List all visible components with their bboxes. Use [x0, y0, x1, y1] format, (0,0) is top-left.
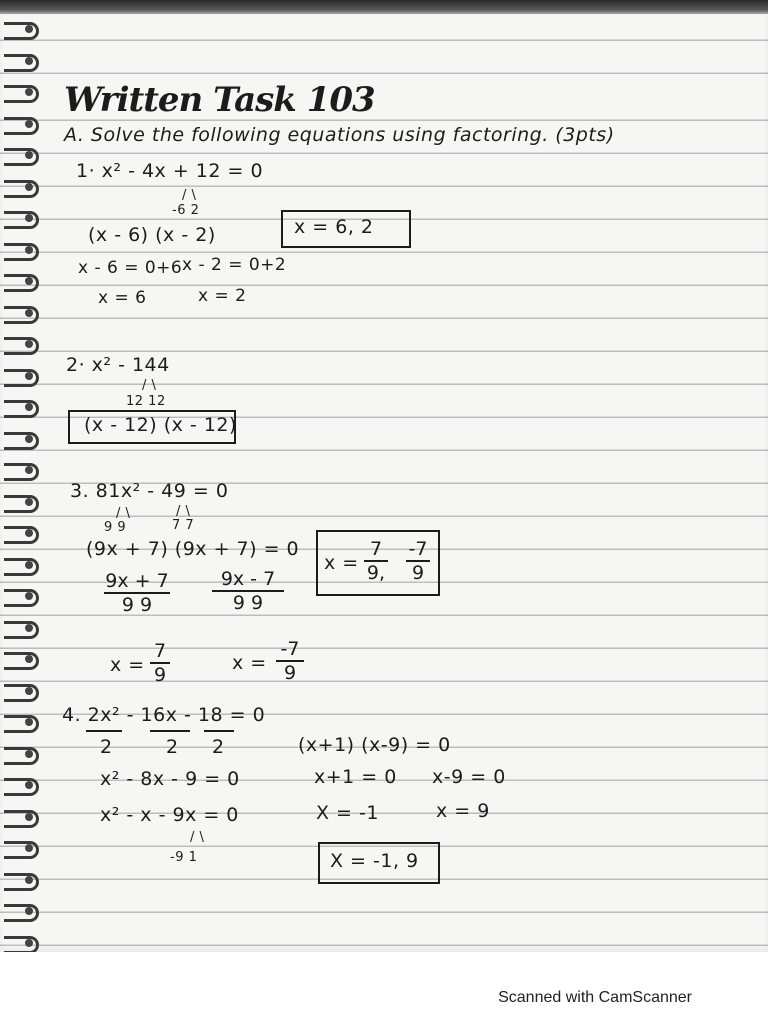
spiral-coil [4, 589, 39, 607]
spiral-coil [4, 841, 39, 859]
problem-1-equation: 1· x² - 4x + 12 = 0 [76, 160, 264, 182]
spiral-coil [4, 747, 39, 765]
problem-3-solution-b-lhs: x = [232, 652, 267, 674]
spiral-coil [4, 526, 39, 544]
spiral-coil [4, 810, 39, 828]
spiral-coil [4, 369, 39, 387]
problem-3-divide-b-numerator: 9x - 7 [220, 568, 276, 590]
division-bar [204, 730, 234, 732]
spiral-coil [4, 274, 39, 292]
spiral-coil [4, 85, 39, 103]
punch-hole [25, 120, 33, 128]
problem-3-answer-fraction-b [406, 538, 430, 584]
problem-4-answer: X = -1, 9 [330, 850, 419, 872]
punch-hole [25, 25, 33, 33]
spiral-coil [4, 243, 39, 261]
punch-hole [25, 939, 33, 947]
problem-4-pair-marks: / \ [190, 830, 205, 845]
problem-4-step-b: x-9 = 0 [432, 766, 506, 788]
spiral-coil [4, 117, 39, 135]
problem-3-hint-b: 7 7 [172, 518, 195, 533]
problem-3-equation: 3. 81x² - 49 = 0 [70, 480, 229, 502]
problem-4-step-2: x² - x - 9x = 0 [100, 804, 239, 826]
spiral-coil [4, 778, 39, 796]
punch-hole [25, 435, 33, 443]
punch-hole [25, 844, 33, 852]
fraction-denominator: 9, [366, 562, 386, 584]
problem-4-denominator-a: 2 [100, 736, 113, 758]
problem-2-answer: (x - 12) (x - 12) [84, 414, 237, 436]
problem-2-factor-hint: 12 12 [126, 394, 166, 409]
problem-3-hint-a: 9 9 [104, 520, 127, 535]
spiral-coil [4, 306, 39, 324]
problem-3-solution-a-fraction [150, 640, 170, 686]
problem-1-factored: (x - 6) (x - 2) [88, 224, 216, 246]
spiral-coil [4, 432, 39, 450]
punch-hole [25, 561, 33, 569]
problem-1-pair-marks: / \ [182, 188, 197, 203]
problem-4-factored: (x+1) (x-9) = 0 [298, 734, 451, 756]
problem-3-divide-a [104, 570, 170, 616]
problem-3-answer-fraction-a [364, 538, 388, 584]
problem-3-factored: (9x + 7) (9x + 7) = 0 [86, 538, 300, 560]
problem-2-equation: 2· x² - 144 [66, 354, 170, 376]
punch-hole [25, 88, 33, 96]
punch-hole [25, 183, 33, 191]
fraction-denominator: 9 [153, 664, 167, 686]
problem-1-factor-hint: -6 2 [172, 203, 200, 218]
problem-4-step-a: x+1 = 0 [314, 766, 397, 788]
punch-hole [25, 246, 33, 254]
problem-3-pair-marks-a: / \ [116, 506, 131, 521]
problem-3-divide-b-denominator: 9 9 [232, 592, 264, 614]
scan-margin [0, 952, 768, 1024]
punch-hole [25, 372, 33, 380]
punch-hole [25, 340, 33, 348]
page-title: Written Task 103 [64, 80, 375, 120]
fraction-numerator: 7 [369, 538, 383, 560]
spiral-coil [4, 211, 39, 229]
problem-3-answer-lhs: x = [324, 552, 359, 574]
spiral-coil [4, 463, 39, 481]
spiral-coil [4, 621, 39, 639]
problem-1-step-b: x - 2 = 0+2 [182, 255, 287, 275]
spiral-coil [4, 936, 39, 954]
spiral-binding [0, 16, 44, 952]
problem-2-pair-marks: / \ [142, 378, 157, 393]
problem-4-hint: -9 1 [170, 850, 198, 865]
spiral-coil [4, 148, 39, 166]
punch-hole [25, 781, 33, 789]
spiral-coil [4, 337, 39, 355]
spiral-coil [4, 22, 39, 40]
spiral-coil [4, 873, 39, 891]
spiral-coil [4, 400, 39, 418]
punch-hole [25, 907, 33, 915]
fraction-denominator: 9 [283, 662, 297, 684]
problem-4-denominator-c: 2 [212, 736, 225, 758]
problem-3-divide-a-numerator: 9x + 7 [105, 570, 169, 592]
punch-hole [25, 624, 33, 632]
instruction-text: A. Solve the following equations using factoring. (3pts) [64, 124, 615, 146]
punch-hole [25, 214, 33, 222]
punch-hole [25, 529, 33, 537]
punch-hole [25, 277, 33, 285]
punch-hole [25, 718, 33, 726]
problem-1-solution-a: x = 6 [98, 288, 147, 308]
punch-hole [25, 309, 33, 317]
punch-hole [25, 151, 33, 159]
punch-hole [25, 498, 33, 506]
spiral-coil [4, 715, 39, 733]
problem-1-answer: x = 6, 2 [294, 216, 374, 238]
spiral-coil [4, 495, 39, 513]
spiral-coil [4, 904, 39, 922]
punch-hole [25, 592, 33, 600]
punch-hole [25, 687, 33, 695]
spiral-coil [4, 180, 39, 198]
problem-3-divide-b [212, 568, 284, 614]
camscanner-watermark: Scanned with CamScanner [498, 989, 692, 1006]
division-bar [150, 730, 190, 732]
division-bar [86, 730, 122, 732]
fraction-denominator: 9 [411, 562, 425, 584]
problem-1-step-a: x - 6 = 0+6 [78, 258, 183, 278]
punch-hole [25, 655, 33, 663]
spiral-coil [4, 558, 39, 576]
spiral-coil [4, 54, 39, 72]
problem-4-denominator-b: 2 [166, 736, 179, 758]
spiral-coil [4, 652, 39, 670]
punch-hole [25, 813, 33, 821]
punch-hole [25, 57, 33, 65]
problem-3-solution-b-fraction [276, 638, 304, 684]
punch-hole [25, 403, 33, 411]
fraction-numerator: 7 [153, 640, 167, 662]
fraction-numerator: -7 [408, 538, 428, 560]
problem-3-pair-marks-b: / \ [176, 504, 191, 519]
problem-4-equation: 4. 2x² - 16x - 18 = 0 [62, 704, 266, 726]
problem-3-divide-a-denominator: 9 9 [121, 594, 153, 616]
punch-hole [25, 466, 33, 474]
problem-4-step-1: x² - 8x - 9 = 0 [100, 768, 240, 790]
punch-hole [25, 876, 33, 884]
problem-4-solution-a: X = -1 [316, 802, 379, 824]
punch-hole [25, 750, 33, 758]
spiral-coil [4, 684, 39, 702]
problem-4-solution-b: x = 9 [436, 800, 490, 822]
problem-1-solution-b: x = 2 [198, 286, 247, 306]
problem-3-solution-a-lhs: x = [110, 654, 145, 676]
fraction-numerator: -7 [280, 638, 300, 660]
